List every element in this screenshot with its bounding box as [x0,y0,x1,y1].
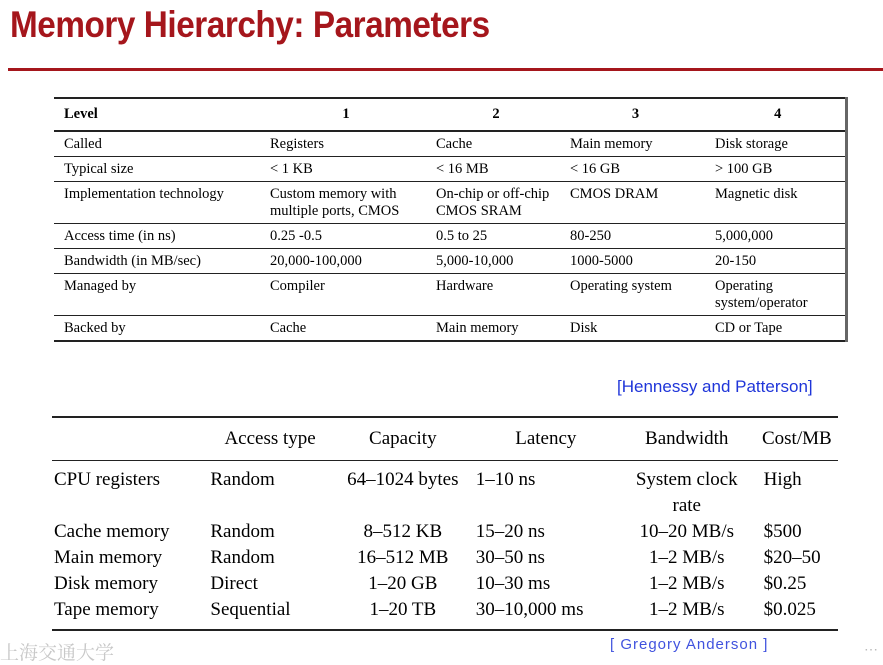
table-cell: $20–50 [763,547,821,568]
table-cell: 5,000,000 [705,224,846,249]
table-cell: 15–20 ns [475,521,545,542]
row-label: Disk memory [54,573,158,594]
table-cell: Compiler [260,274,426,316]
table-row [54,249,846,274]
table-cell: Random [210,521,275,542]
table-cell: Hardware [426,274,560,316]
table-row [54,157,846,182]
table-row [54,182,846,224]
table-cell: 64–1024 bytes [347,469,459,490]
table-cell: < 16 MB [426,157,560,182]
table-cell: 1–2 MB/s [649,599,725,620]
table-cell: High [763,469,802,490]
table-cell: Custom memory with multiple ports, CMOS [260,182,426,224]
header-level-4: 4 [705,98,846,131]
table-cell: Disk storage [705,131,846,157]
table-cell: 16–512 MB [357,547,449,568]
row-label: Typical size [54,157,260,182]
table-row [52,545,838,571]
table-row [54,224,846,249]
table-cell: 20,000-100,000 [260,249,426,274]
table-cell: Cache [260,316,426,342]
table-cell: 80-250 [560,224,705,249]
table-row [54,274,846,316]
table-cell: Operating system/operator [705,274,846,316]
table-cell: Operating system [560,274,705,316]
table-cell: CD or Tape [705,316,846,342]
table-cell: 1000-5000 [560,249,705,274]
table-row [52,461,838,520]
table-cell: $500 [763,521,802,542]
table-header-row [54,98,846,131]
row-label: CPU registers [54,469,161,490]
table-cell: 20-150 [705,249,846,274]
page-corner-icon: ⋯ [864,643,878,658]
row-label: Main memory [54,547,163,568]
table-cell: Random [210,469,275,490]
memory-comparison-table [52,416,838,631]
table-cell: > 100 GB [705,157,846,182]
university-watermark: 上海交通大学 [0,642,115,664]
table-cell: 30–50 ns [475,547,545,568]
table-cell: 1–2 MB/s [649,573,725,594]
table-cell: 0.25 -0.5 [260,224,426,249]
table-cell: 5,000-10,000 [426,249,560,274]
header-access-type: Access type [208,417,331,461]
table-header-row [52,417,838,461]
table-cell: Magnetic disk [705,182,846,224]
table-cell: 1–20 TB [369,599,437,620]
row-label: Tape memory [54,599,159,620]
header-level-3: 3 [560,98,705,131]
table-cell: < 1 KB [260,157,426,182]
table-cell: 1–20 GB [368,573,438,594]
table-row [52,571,838,597]
table-row [52,597,838,630]
table-cell: Disk [560,316,705,342]
table-cell: Direct [210,573,258,594]
row-label: Implementation technology [54,182,260,224]
table-cell: 8–512 KB [363,521,443,542]
table-cell: 0.5 to 25 [426,224,560,249]
row-label: Managed by [54,274,260,316]
header-capacity: Capacity [332,417,474,461]
table-cell: < 16 GB [560,157,705,182]
table-cell: Random [210,547,275,568]
table-cell: Cache [426,131,560,157]
hierarchy-levels-table [54,97,848,342]
table-cell: System clock rate [635,469,738,516]
table-cell: Registers [260,131,426,157]
table-row [54,131,846,157]
slide-title: Memory Hierarchy: Parameters [10,4,490,45]
row-label: Cache memory [54,521,170,542]
table-cell: 30–10,000 ms [475,599,584,620]
table-cell: 1–10 ns [475,469,536,490]
row-label: Bandwidth (in MB/sec) [54,249,260,274]
table-cell: 1–2 MB/s [649,547,725,568]
table-cell: Main memory [426,316,560,342]
header-latency: Latency [474,417,618,461]
table-cell: CMOS DRAM [560,182,705,224]
table-row [52,519,838,545]
header-level: Level [54,98,260,131]
header-level-1: 1 [260,98,426,131]
table-cell: 10–30 ms [475,573,551,594]
table-cell: On-chip or off-chip CMOS SRAM [426,182,560,224]
header-bandwidth: Bandwidth [618,417,756,461]
table-row [54,316,846,342]
table-cell: Sequential [210,599,291,620]
citation-hennessy-patterson: [Hennessy and Patterson] [617,377,813,396]
header-level-2: 2 [426,98,560,131]
table-cell: 10–20 MB/s [639,521,734,542]
table-cell: Main memory [560,131,705,157]
table-cell: $0.025 [763,599,816,620]
citation-footer: [ Gregory Anderson ] [610,636,769,653]
row-label: Access time (in ns) [54,224,260,249]
row-label: Called [54,131,260,157]
row-label: Backed by [54,316,260,342]
table-cell: $0.25 [763,573,807,594]
title-divider [8,68,883,71]
header-blank [52,417,208,461]
header-cost-per-mb: Cost/MB [756,417,838,461]
